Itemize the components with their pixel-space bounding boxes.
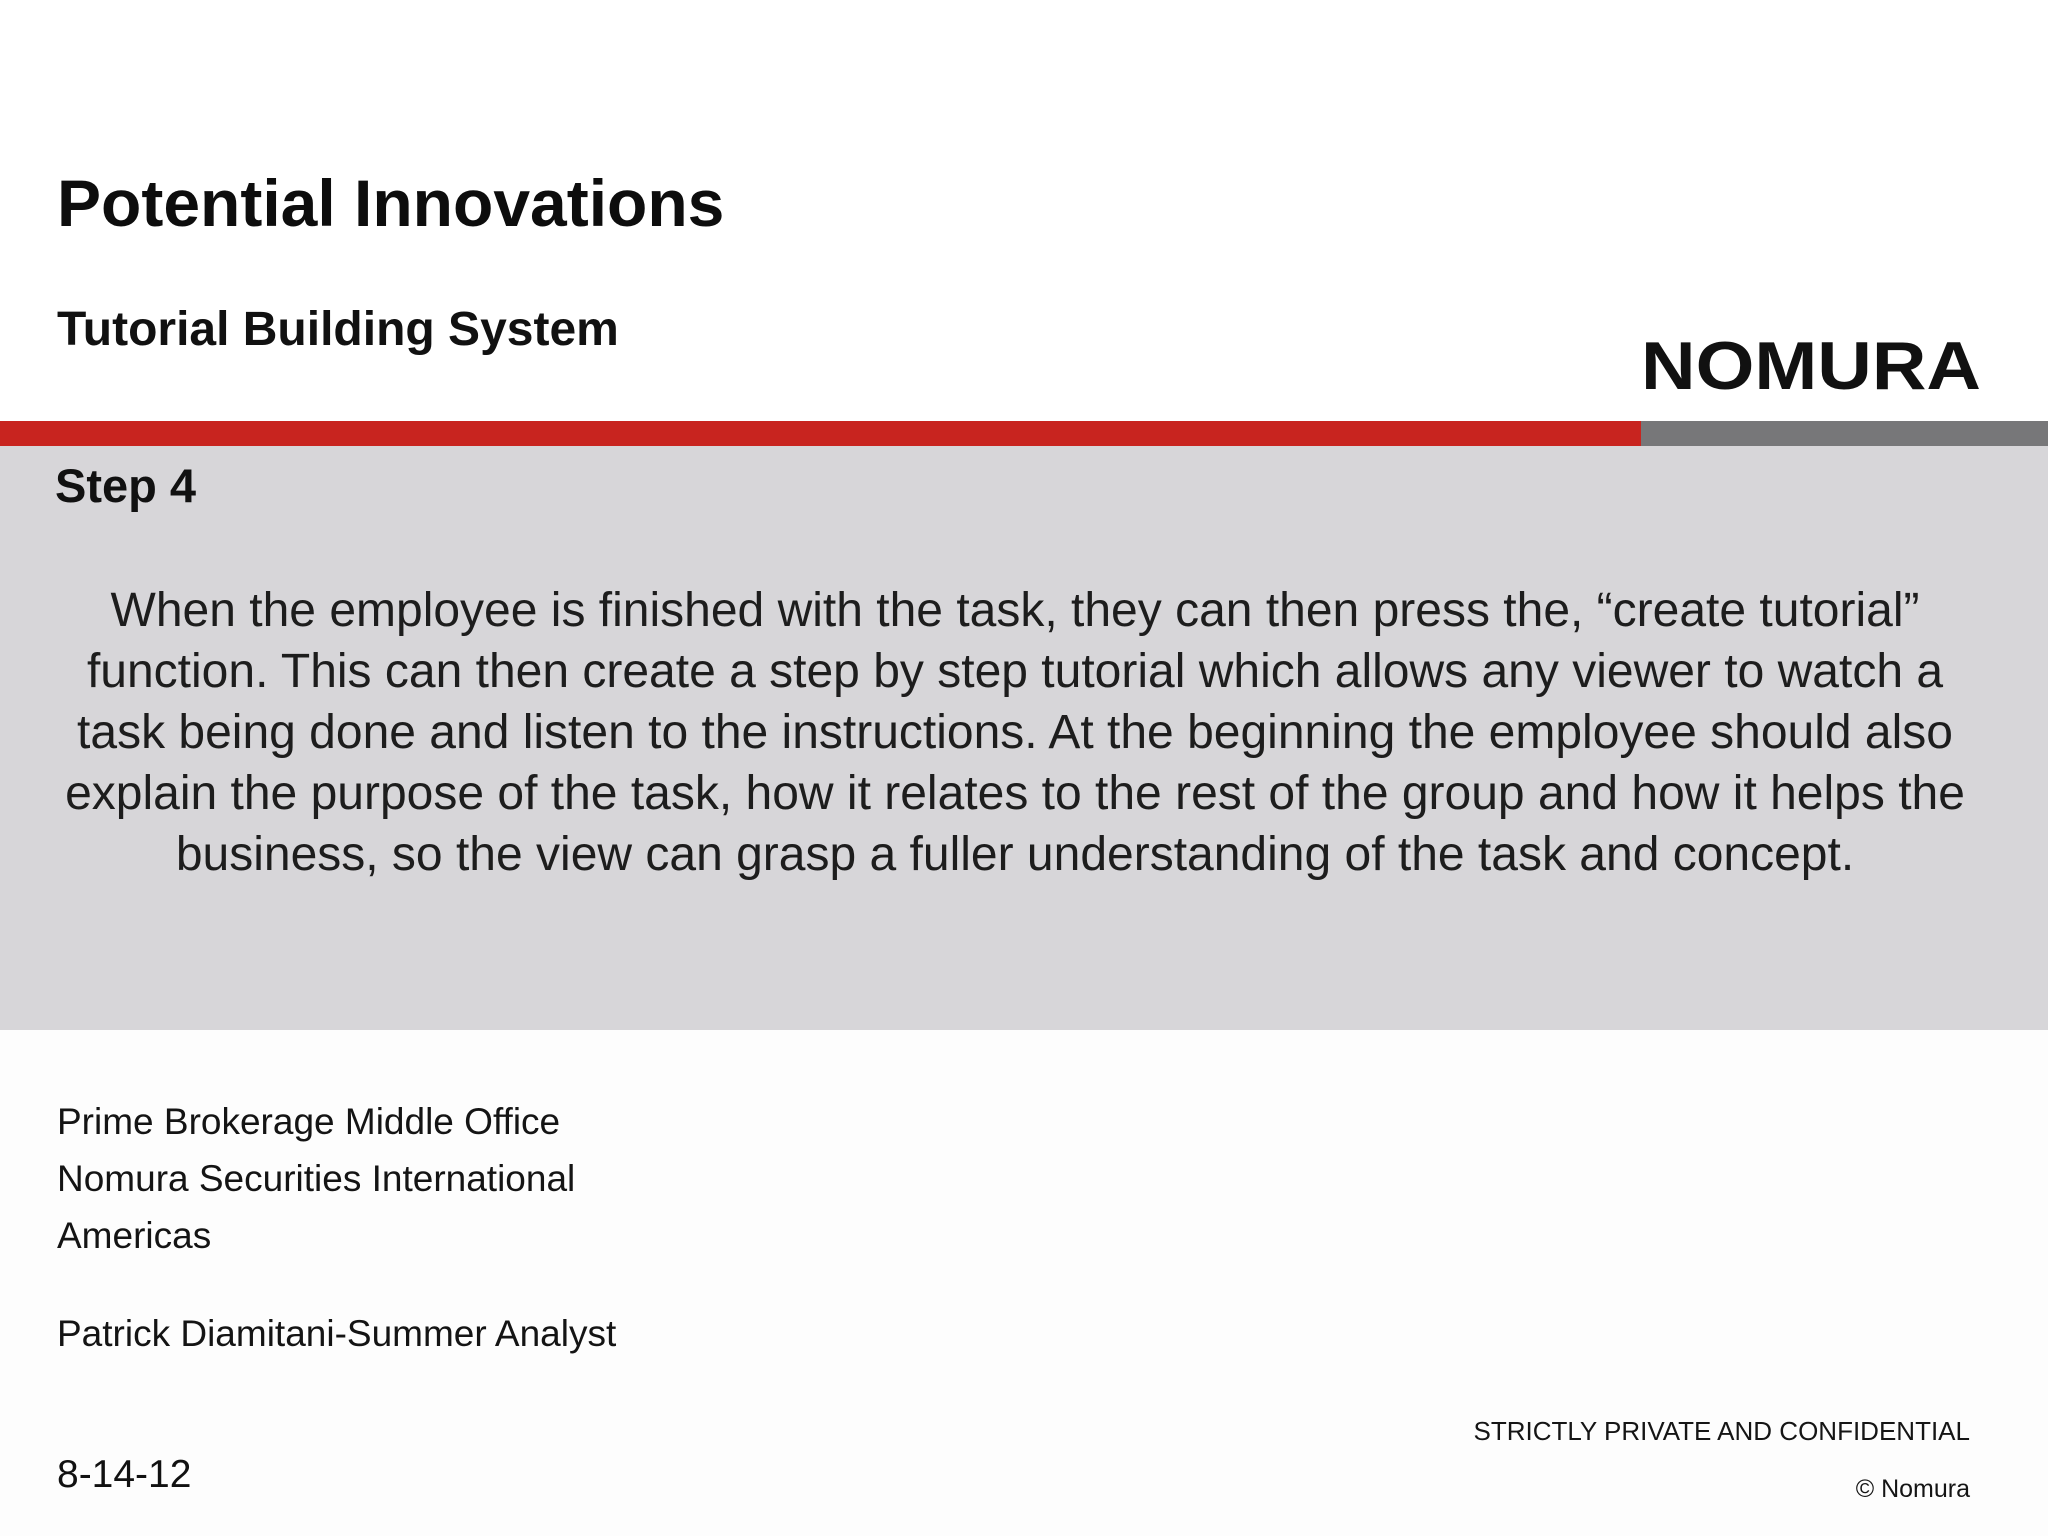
- organization-line-company: Nomura Securities International: [57, 1158, 576, 1199]
- organization-line-department: Prime Brokerage Middle Office: [57, 1101, 561, 1142]
- nomura-logo: [1641, 334, 1981, 394]
- organization-line-region: Americas: [57, 1215, 212, 1256]
- presenter-name: Patrick Diamitani-Summer Analyst: [57, 1313, 617, 1354]
- copyright-notice: © Nomura: [1855, 1475, 1970, 1503]
- nomura-logo-text: NOMURA: [1641, 334, 1981, 394]
- step-description: When the employee is finished with the task, they can then press the, “create tutorial” function. This can then create a step by step tutorial which allows any viewer to watch a task being done and listen to the instructions. At the beginning the employee should also explain the purpose of the task, how it relates to the rest of the group and how it helps the business, so the view can grasp a fuller understanding of the task and concept.: [65, 584, 1965, 881]
- grey-accent-band: [1641, 421, 2048, 446]
- step-heading: Step 4: [55, 459, 197, 512]
- page-title: Potential Innovations: [57, 166, 725, 240]
- organization-details: [57, 1093, 817, 1264]
- presentation-date: 8-14-12: [57, 1453, 192, 1496]
- page-subtitle: Tutorial Building System: [57, 303, 619, 356]
- confidentiality-notice: STRICTLY PRIVATE AND CONFIDENTIAL: [1473, 1416, 1970, 1446]
- red-accent-band: [0, 421, 1641, 446]
